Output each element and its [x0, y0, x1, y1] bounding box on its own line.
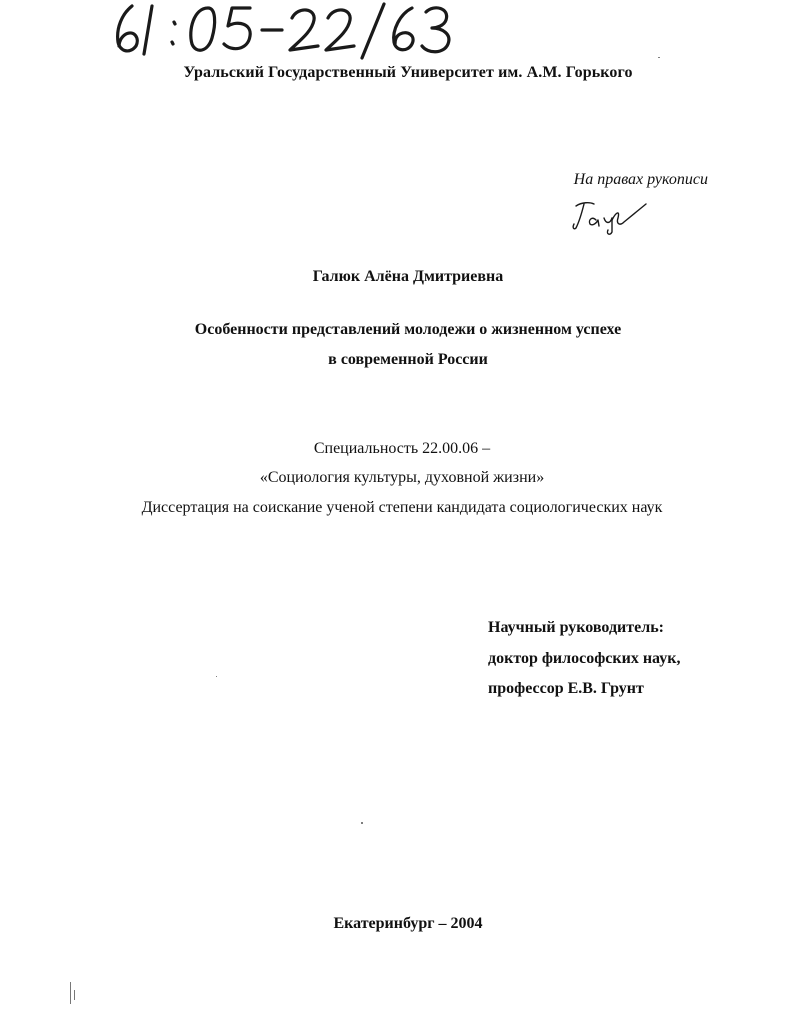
scan-speck — [658, 57, 660, 58]
dissertation-title-line-2: в современной России — [328, 351, 488, 368]
scan-edge-mark — [70, 982, 71, 1004]
archive-number-drawing — [112, 0, 472, 62]
degree-statement: Диссертация на соискание ученой степени кандидата социологических наук — [141, 499, 663, 516]
author-name: Галюк Алёна Дмитриевна — [312, 268, 504, 285]
handwritten-archive-number — [112, 0, 472, 62]
signature-drawing — [566, 196, 656, 236]
manuscript-rights-notice: На правах рукописи — [573, 171, 708, 188]
scan-speck — [216, 676, 217, 677]
advisor-degree: доктор философских наук, — [488, 650, 681, 667]
advisor-name: профессор Е.В. Грунт — [488, 680, 644, 697]
specialty-name: «Социология культуры, духовной жизни» — [259, 469, 545, 486]
scan-speck — [361, 822, 363, 824]
university-name: Уральский Государственный Университет им. А.М. Горького — [183, 64, 633, 81]
scan-edge-mark — [74, 990, 75, 1000]
place-and-year: Екатеринбург – 2004 — [333, 915, 483, 932]
author-signature — [566, 196, 656, 236]
specialty-code: Специальность 22.00.06 – — [313, 440, 491, 457]
dissertation-title-line-1: Особенности представлений молодежи о жизненном успехе — [194, 321, 622, 338]
advisor-heading: Научный руководитель: — [488, 619, 664, 636]
